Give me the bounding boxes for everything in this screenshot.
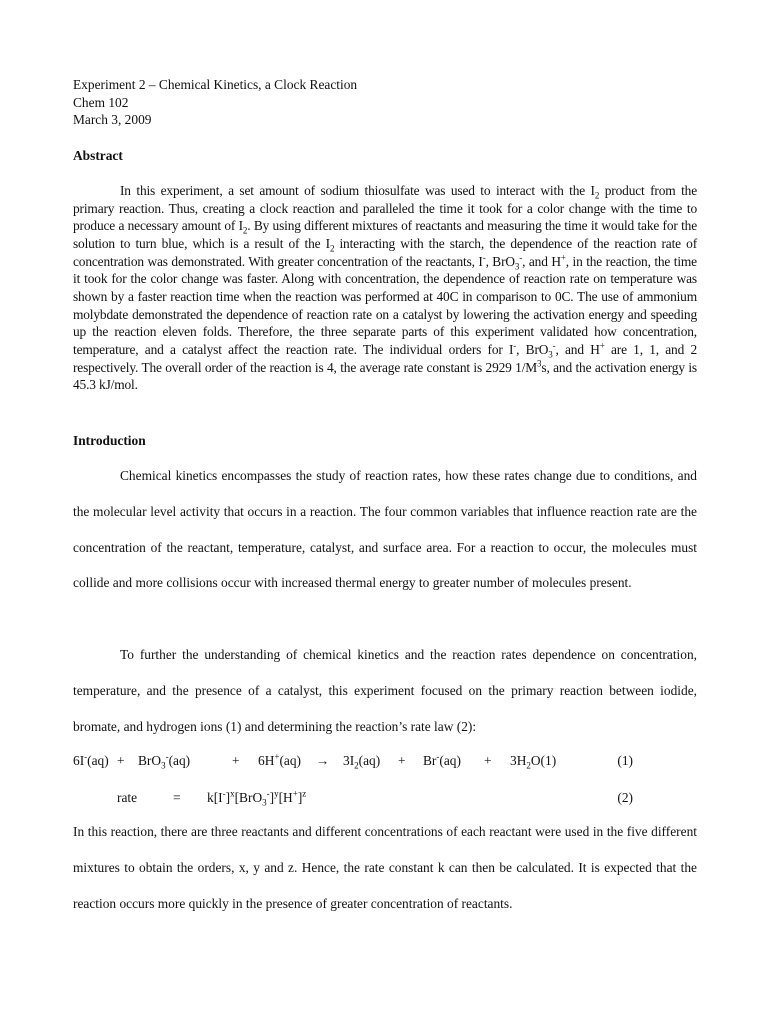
product-iodine: $3I_2(aq)$	[343, 753, 381, 771]
document-header	[73, 76, 697, 129]
equals-sign: =	[173, 790, 181, 805]
reaction-arrow: →	[316, 753, 330, 768]
product-water: $3H_2O(1)$	[510, 753, 557, 771]
rate-law-expression: $k[I^-]^x[BrO_3^-]^y[H^+]^z$	[207, 788, 307, 808]
plus-sign: +	[398, 753, 406, 768]
plus-sign: +	[117, 753, 125, 768]
introduction-heading: Introduction	[73, 433, 146, 448]
rate-law-equation	[73, 788, 697, 808]
equation-number: (1)	[617, 753, 633, 768]
product-bromide: Br-(aq)	[423, 751, 461, 768]
document-title: Experiment 2 – Chemical Kinetics, a Clock Reaction	[73, 77, 358, 92]
rate-label: rate	[117, 790, 138, 805]
reactant-bromate: BrO$_3$-(aq)	[138, 751, 191, 771]
equation-number: (2)	[617, 790, 633, 805]
introduction-paragraph-3: In this reaction, there are three reactants and different concentrations of each reactant were used in the five different mixtures to obtain the orders, x, y and z. Hence, the rate constant k can then be calculated. It is expected that the reaction occurs more quickly in the presence of greater concentration of reactants.	[73, 824, 697, 911]
reactant-iodide: 6I-(aq)	[73, 751, 109, 768]
course-name: Chem 102	[73, 94, 129, 110]
introduction-paragraph-2: To further the understanding of chemical kinetics and the reaction rates dependence on concentration, temperature, and the presence of a catalyst, this experiment focused on the primary reaction between iodide, bromate, and hydrogen ions (1) and determining the reaction’s rate law (2):	[73, 647, 697, 734]
introduction-paragraph-1: Chemical kinetics encompasses the study of reaction rates, how these rates change due to conditions, and the molecular level activity that occurs in a reaction. The four common variables that influence reaction rate are the concentration of the reactant, temperature, catalyst, and surface area. For a reaction to occur, the molecules must collide and more collisions occur with increased thermal energy to greater number of molecules present.	[73, 468, 697, 591]
abstract-paragraph: In this experiment, a set amount of sodium thiosulfate was used to interact with the $I_2$ product from the primary reaction. Thus, creating a clock reaction and paralleled the time it took for a color change with the time to produce a necessary amount of $I_2$. By using different mixtures of reactants and measuring the time it would take for the solution to turn blue, which is a result of the $I_2$ interacting with the starch, the dependence of the reaction rate of concentration was demonstrated. With greater concentration of the reactants, I-, BrO$_3$-, and H+, in the reaction, the time it took for the color change was faster. Along with concentration, the dependence of reaction rate on temperature was shown by a faster reaction time when the reaction was performed at 40C in comparison to 0C. The use of ammonium molybdate demonstrated the dependence of reaction rate on a catalyst by lowering the activation energy and speeding up the reaction eleven folds. Therefore, the three separate parts of this experiment validated how concentration, temperature, and a catalyst affect the reaction rate. The individual orders for I-, BrO$_3$-, and H+ are 1, 1, and 2 respectively. The overall order of the reaction is 4, the average rate constant is 2929 $1/M^3s$, and the activation energy is 45.3 kJ/mol.	[73, 183, 698, 393]
document-date: March 3, 2009	[73, 112, 152, 127]
reactant-hydrogen: 6H+(aq)	[258, 751, 302, 768]
abstract-heading: Abstract	[73, 148, 123, 163]
reaction-equation	[73, 751, 697, 771]
plus-sign: +	[232, 753, 240, 768]
plus-sign: +	[484, 753, 492, 768]
